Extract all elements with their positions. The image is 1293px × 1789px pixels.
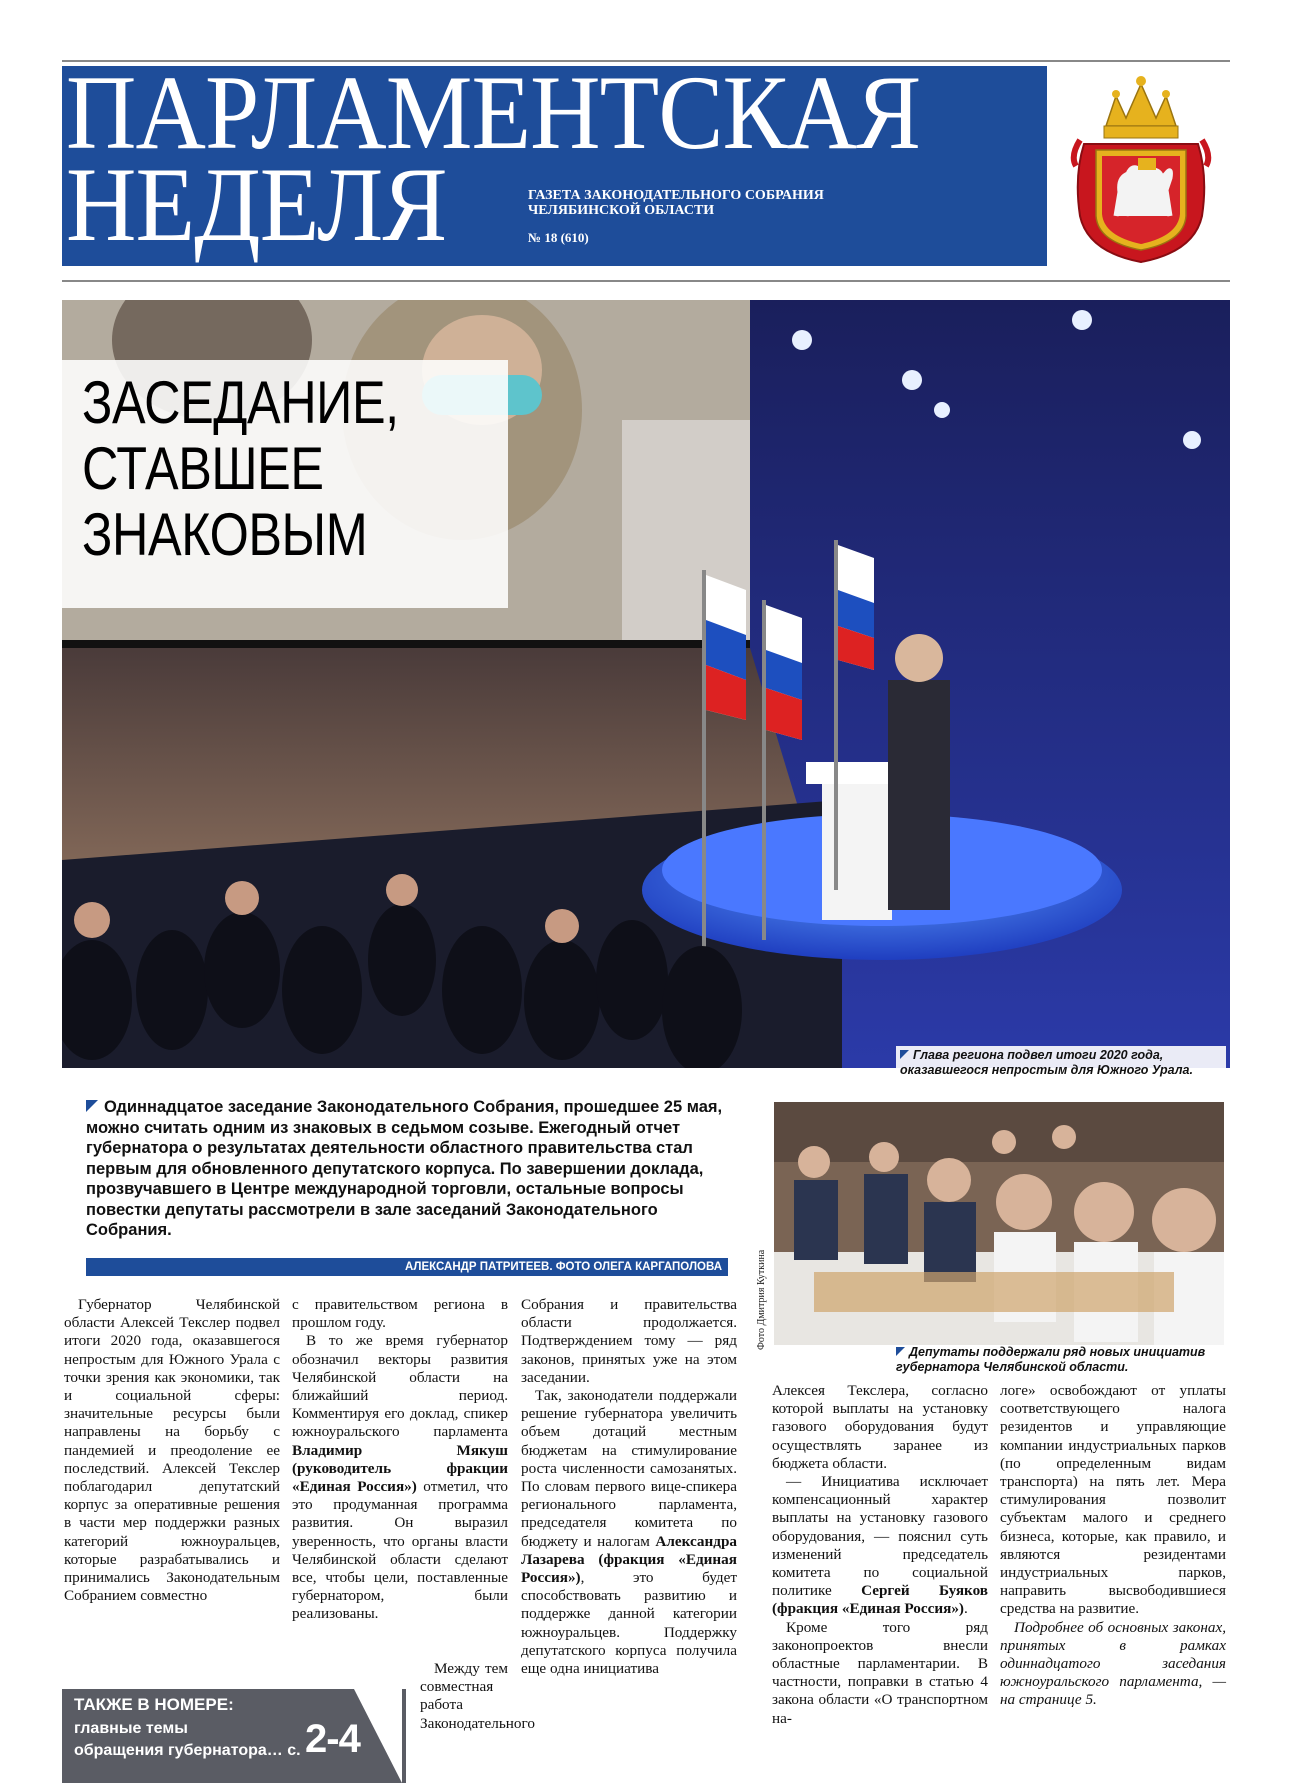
photo2-caption-line1: Депутаты поддержали ряд новых инициатив xyxy=(909,1345,1206,1359)
promo-page-numbers[interactable]: 2-4 xyxy=(305,1717,360,1761)
caption-marker-icon xyxy=(900,1050,909,1059)
lead-marker-icon xyxy=(86,1100,98,1112)
masthead-bottom-rule xyxy=(62,280,1230,282)
photo2-caption xyxy=(896,1345,1226,1375)
promo-line1: главные темы xyxy=(74,1720,188,1737)
col3-bold-name: Александра Лазарева (фракция «Единая Россия») xyxy=(521,1532,737,1587)
article-column-2 xyxy=(292,1296,508,1624)
masthead xyxy=(62,66,1047,266)
col2-text: В то же время губернатор обозначил векторы развития Челябинской области на ближайший период. Комментируя его доклад, спикер южноуральского парламента xyxy=(292,1332,508,1441)
article-column-2-tail xyxy=(420,1660,535,1733)
promo-line2: обращения губернатора… с. xyxy=(74,1742,301,1759)
masthead-subtitle-line1: ГАЗЕТА ЗАКОНОДАТЕЛЬНОГО СОБРАНИЯ xyxy=(528,188,824,203)
masthead-title-line1: ПАРЛАМЕНТСКАЯ xyxy=(66,66,921,171)
headline-line2: СТАВШЕЕ xyxy=(82,435,324,502)
coat-of-arms-icon xyxy=(1066,66,1216,266)
caption-marker-icon xyxy=(896,1347,905,1356)
col3-paragraph-b xyxy=(521,1387,737,1678)
article-column-4 xyxy=(772,1382,988,1728)
col4-text: — Инициатива исключает компенсационный характер выплаты на установку газового оборудования, — пояснил суть изменений председатель комитета по социальной политике xyxy=(772,1473,988,1600)
col2-paragraph-a: с правительством региона в прошлом году. xyxy=(292,1296,508,1332)
issue-number: № 18 (610) xyxy=(528,230,589,245)
headline-line3: ЗНАКОВЫМ xyxy=(82,501,368,568)
col2-paragraph-b xyxy=(292,1332,508,1623)
lead-paragraph xyxy=(86,1097,740,1241)
col5-paragraph-b: Подробнее об основных законах, принятых в рамках одиннадцатого заседания южноуральского парламента, — на странице 5. xyxy=(1000,1618,1226,1709)
article-column-3 xyxy=(521,1296,737,1678)
col4-paragraph-a: Алексея Текслера, согласно которой выплаты на установку газового оборудования будут осуществлять заранее из бюджета области. xyxy=(772,1382,988,1472)
promo-title: ТАКЖЕ В НОМЕРЕ: xyxy=(74,1695,234,1714)
col3-text: Так, законодатели поддержали решение губернатора увеличить объем дотаций местным бюджетам на стимулирование роста численности самозанятых. По словам первого вице-спикера регионального парламента, председателя комитета по бюджету и налогам xyxy=(521,1387,737,1550)
col4-paragraph-c: Кроме того ряд законопроектов внесли областные парламентарии. В частности, поправки в статью 4 закона области «О транспортном на- xyxy=(772,1618,988,1727)
hero-caption xyxy=(896,1046,1226,1080)
photo2-caption-line2: губернатора Челябинской области. xyxy=(896,1360,1129,1374)
col4-bold-name: Сергей Буяков (фракция «Единая Россия») xyxy=(772,1582,989,1618)
article-column-5 xyxy=(1000,1382,1226,1710)
col3-text-end: , это будет способствовать развитию и поддержке данной категории южноуральцев. Поддержку депутатского корпуса получила еще одна инициатива xyxy=(521,1569,737,1678)
masthead-subtitle xyxy=(528,188,824,218)
col4-paragraph-b xyxy=(772,1473,988,1619)
col2-bold-name: Владимир Мякуш (руководитель фракции «Единая Россия») xyxy=(292,1441,508,1496)
col4-text-end: . xyxy=(963,1600,968,1618)
headline xyxy=(82,370,399,568)
masthead-title-line2: НЕДЕЛЯ xyxy=(66,146,447,263)
hero-caption-line2: оказавшегося непростым для Южного Урала. xyxy=(900,1063,1193,1077)
col3-paragraph-a: Собрания и правительства области продолжается. Подтверждением тому — ряд законов, принятых уже на этом заседании. xyxy=(521,1296,737,1386)
col2-text-end: отметил, что это продуманная программа развития. Он выразил уверенность, что органы власти Челябинской области сделают все, чтобы цели, поставленные губернатором, были реализованы. xyxy=(292,1478,508,1623)
deputies-photo xyxy=(774,1102,1224,1345)
photo2-credit: Фото Дмитрия Куткина xyxy=(756,1249,767,1350)
lead-text: Одиннадцатое заседание Законодательного Собрания, прошедшее 25 мая, можно считать одним из знаковых в седьмом созыве. Ежегодный отчет губернатора о результатах деятельности областного правительства стал первым для обновленного депутатского корпуса. По завершении доклада, прозвучавшего в Центре международной торговли, остальные вопросы повестки депутаты рассмотрели в зале заседаний Законодательного Собрания. xyxy=(86,1098,723,1239)
masthead-subtitle-line2: ЧЕЛЯБИНСКОЙ ОБЛАСТИ xyxy=(528,203,715,218)
top-rule xyxy=(62,60,1230,62)
byline: АЛЕКСАНДР ПАТРИТЕЕВ. ФОТО ОЛЕГА КАРГАПОЛОВА xyxy=(86,1258,728,1276)
article-column-1 xyxy=(64,1296,280,1605)
hero-caption-line1: Глава региона подвел итоги 2020 года, xyxy=(913,1048,1164,1062)
col1-paragraph: Губернатор Челябинской области Алексей Текслер подвел итоги 2020 года, оказавшегося непростым для Южного Урала с точки зрения как экономики, так и социальной сферы: значительные ресурсы были направлены на борьбу с пандемией и преодоление ее последствий. Алексей Текслер поблагодарил депутатский корпус за оперативные решения в части мер поддержки разных категорий южноуральцев, которые разрабатывались и принимались Законодательным Собранием совместно xyxy=(64,1296,280,1605)
headline-line1: ЗАСЕДАНИЕ, xyxy=(82,369,399,436)
col5-paragraph-a: логе» освобождают от уплаты соответствующего налога резидентов и управляющие компании индустриальных парков (по определенным видам транспорта) на пять лет. Мера стимулирования позволит субъектам малого и среднего бизнеса, которые, как правило, и являются резидентами индустриальных парков, направить высвободившиеся средства на развитие. xyxy=(1000,1382,1226,1618)
col2-paragraph-c: Между тем совместная работа Законодательного xyxy=(420,1660,535,1732)
